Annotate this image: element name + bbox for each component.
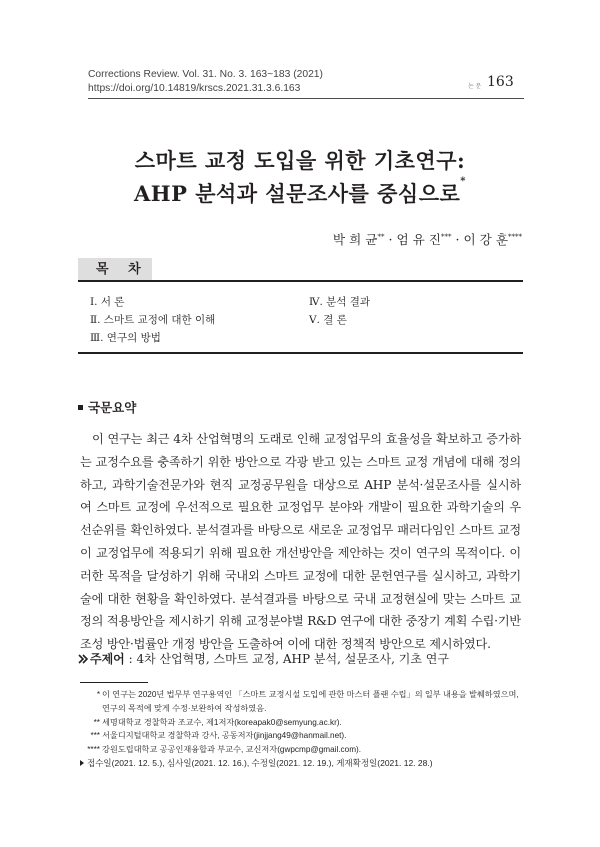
keyword-icon bbox=[78, 654, 88, 664]
authors: 박 희 균** · 엄 유 진*** · 이 강 훈**** bbox=[332, 232, 522, 247]
footnote-1: * 이 연구는 2020년 법무부 연구용역인 「스마트 교정시설 도입에 관한 마스터 플랜 수립」의 일부 내용을 발췌하였으며, 연구의 목적에 맞게 수정·보완하여 작성하였음. bbox=[96, 690, 519, 713]
keywords-label: 주제어 bbox=[90, 652, 125, 666]
toc-item-2[interactable]: Ⅱ. 스마트 교정에 대한 이해 bbox=[90, 314, 216, 326]
author-2: 엄 유 진 bbox=[396, 232, 441, 247]
toc-item-3[interactable]: Ⅲ. 연구의 방법 bbox=[90, 332, 161, 344]
toc-heading: 목 차 bbox=[78, 258, 152, 280]
footnote-3: *** 서울디지털대학교 경찰학과 강사, 공동저자(jinjjang49@hanmail.net). bbox=[90, 731, 347, 741]
footnote-2: ** 세명대학교 경찰학과 조교수, 제1저자(koreapak0@semyung.ac.kr). bbox=[93, 717, 342, 727]
toc-bottom-rule bbox=[78, 352, 523, 354]
page-mark: 논 문 bbox=[468, 84, 482, 90]
toc-top-rule bbox=[78, 280, 523, 282]
title-line-2: AHP 분석과 설문조사를 중심으로* bbox=[133, 176, 467, 206]
doi-link[interactable]: https://doi.org/10.14819/krscs.2021.31.3.6.163 bbox=[88, 83, 301, 94]
triangle-bullet-icon bbox=[80, 760, 84, 766]
toc-item-4[interactable]: Ⅳ. 분석 결과 bbox=[309, 296, 371, 308]
submission-dates: 접수일(2021. 12. 5.), 심사일(2021. 12. 16.), 수정일(2021. 12. 19.), 게재확정일(2021. 12. 28.) bbox=[80, 757, 433, 769]
author-separator: · bbox=[451, 232, 464, 247]
footnotes bbox=[80, 688, 530, 757]
toc-item-5[interactable]: Ⅴ. 결 론 bbox=[309, 314, 347, 326]
page-number: 163 bbox=[487, 74, 514, 90]
title-line-1: 스마트 교정 도입을 위한 기초연구: bbox=[134, 148, 466, 173]
journal-citation: Corrections Review. Vol. 31. No. 3. 163~183 (2021) bbox=[88, 69, 323, 80]
abstract-heading: 국문요약 bbox=[78, 398, 136, 416]
keywords-values: 4차 산업혁명, 스마트 교정, AHP 분석, 설문조사, 기초 연구 bbox=[136, 652, 449, 666]
running-header bbox=[88, 68, 528, 96]
title-footnote-mark: * bbox=[460, 176, 467, 187]
author-1: 박 희 균 bbox=[332, 232, 378, 247]
header-rule bbox=[88, 98, 524, 99]
footnote-rule bbox=[80, 682, 148, 683]
abstract-body: 이 연구는 최근 4차 산업혁명의 도래로 인해 교정업무의 효율성을 확보하고 증가하는 교정수요를 충족하기 위한 방안으로 각광 받고 있는 스마트 교정 개념에 대해 정의하고, 과학기술전문가와 현직 교정공무원을 대상으로 AHP 분석·설문조사를 실시하여 스마트 교정에 우선적으로 필요한 교정업무 분야와 개발이 필요한 과학기술의 우선순위를 확인하였다. 분석결과를 바탕으로 새로운 교정업무 패러다임인 스마트 교정이 교정업무에 적용되기 위해 필요한 개선방안을 제안하는 것이 연구의 목적이다. 이러한 목적을 달성하기 위해 국내외 스마트 교정에 대한 문헌연구를 실시하고, 과학기술에 대한 현황을 확인하였다. 분석결과를 바탕으로 국내 교정현실에 맞는 스마트 교정의 적용방안을 제시하기 위해 교정분야별 R&D 연구에 대한 중장기 계획 수립·기반조성 방안·법률안 개정 방안을 도출하여 이에 대한 정책적 방안으로 제시하였다. bbox=[80, 432, 521, 652]
author-3: 이 강 훈 bbox=[463, 232, 508, 247]
footnote-4: **** 강원도립대학교 공공인재융합과 부교수, 교신저자(gwpcmp@gmail.com). bbox=[87, 745, 362, 755]
keywords: 주제어 : 4차 산업혁명, 스마트 교정, AHP 분석, 설문조사, 기초 연구 bbox=[78, 650, 449, 667]
toc-item-1[interactable]: Ⅰ. 서 론 bbox=[90, 296, 125, 308]
square-bullet-icon bbox=[78, 405, 83, 410]
